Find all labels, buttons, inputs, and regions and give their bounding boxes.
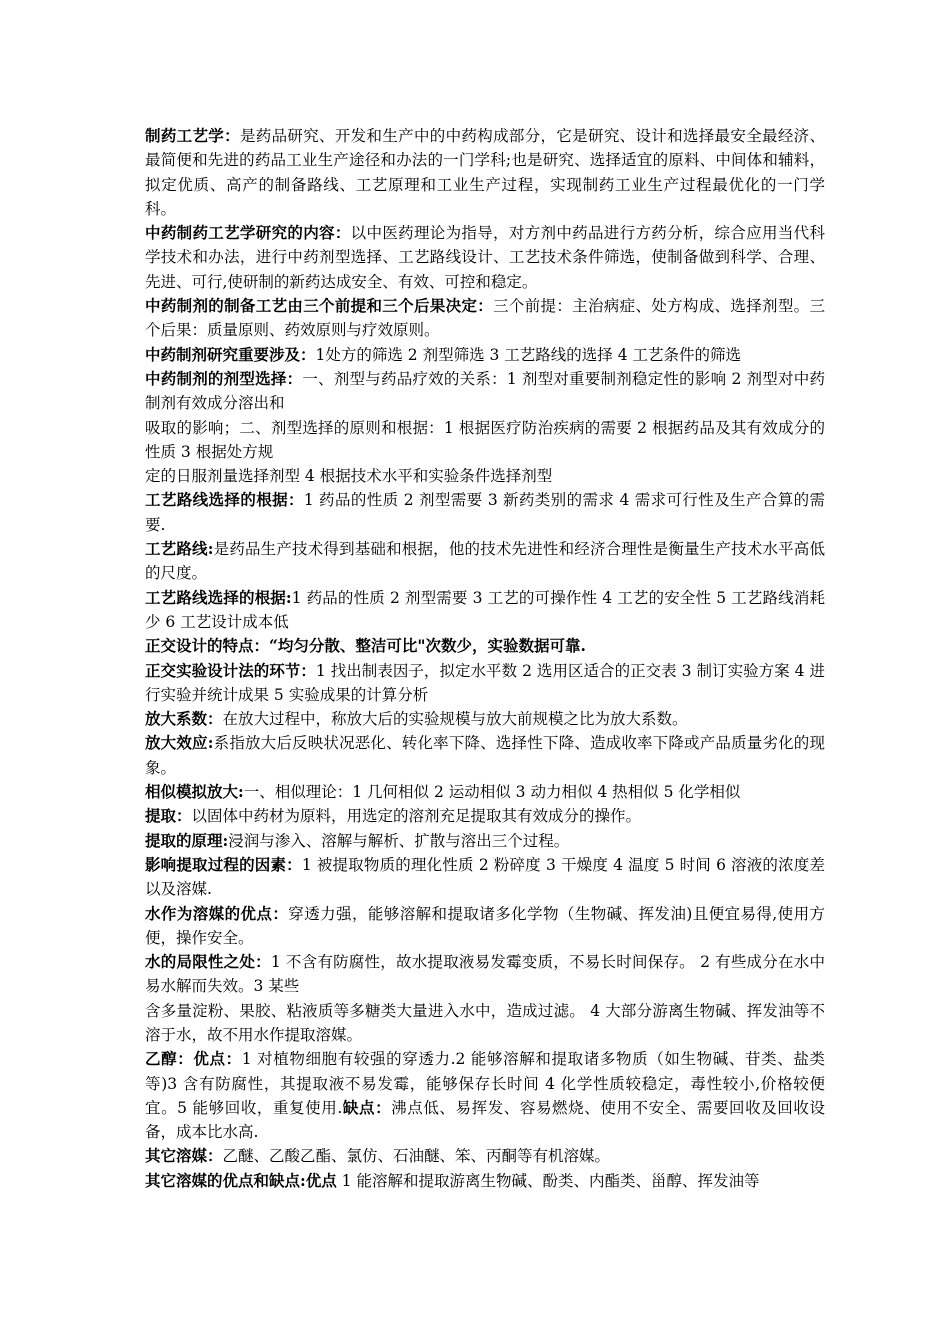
paragraph bbox=[145, 343, 825, 367]
paragraph bbox=[145, 634, 825, 658]
term: 放大系数： bbox=[145, 709, 223, 729]
term: 工艺路线选择的根据： bbox=[145, 490, 304, 510]
paragraph bbox=[145, 586, 825, 635]
paragraph bbox=[145, 829, 825, 853]
definition: 是药品生产技术得到基础和根据，他的技术先进性和经济合理性是衡量生产技术水平高低的尺度。 bbox=[145, 540, 825, 583]
term: 正交实验设计法的环节： bbox=[145, 660, 316, 680]
paragraph bbox=[145, 1047, 825, 1144]
definition: 一、相似理论：1 几何相似 2 运动相似 3 动力相似 4 热相似 5 化学相似 bbox=[243, 783, 741, 802]
definition: 含多量淀粉、果胶、粘液质等多糖类大量进入水中，造成过滤。 4 大部分游离生物碱、挥发油等不溶于水，故不用水作提取溶媒。 bbox=[145, 1001, 825, 1044]
term: 中药制剂研究重要涉及： bbox=[145, 344, 316, 364]
term: 提取的原理: bbox=[145, 830, 229, 850]
term: 正交设计的特点：“均匀分散、整洁可比"次数少，实验数据可靠. bbox=[145, 636, 586, 656]
paragraph bbox=[145, 416, 825, 465]
definition: 浸润与渗入、溶解与解析、扩散与溶出三个过程。 bbox=[228, 831, 570, 850]
term: 工艺路线: bbox=[145, 539, 214, 559]
term: 中药制药工艺学研究的内容： bbox=[145, 223, 351, 243]
definition: 是药品研究、开发和生产中的中药构成部分，它是研究、设计和选择最安全最经济、最简便和先进的药品工业生产途径和办法的一门学科;也是研究、选择适宜的原料、中间体和辅料，拟定优质、高产的制备路线、工艺原理和工业生产过程，实现制药工业生产过程最优化的一门学科。 bbox=[145, 127, 825, 218]
definition: 1 药品的性质 2 剂型需要 3 新药类别的需求 4 需求可行性及生产合算的需要. bbox=[145, 491, 825, 534]
definition: 定的日服剂量选择剂型 4 根据技术水平和实验条件选择剂型 bbox=[145, 467, 553, 486]
paragraph bbox=[145, 999, 825, 1048]
term: 乙醇：优点： bbox=[145, 1049, 242, 1069]
paragraph bbox=[145, 221, 825, 294]
paragraph bbox=[145, 659, 825, 708]
document-body bbox=[145, 124, 825, 1193]
term: 水作为溶媒的优点： bbox=[145, 903, 289, 923]
term: 缺点： bbox=[342, 1097, 392, 1117]
term: 水的局限性之处： bbox=[145, 952, 271, 972]
definition: 一、剂型与药品疗效的关系：1 剂型对重要制剂稳定性的影响 2 剂型对中药制剂有效成分溶出和 bbox=[145, 369, 825, 413]
paragraph bbox=[145, 1144, 825, 1168]
paragraph bbox=[145, 294, 825, 343]
definition: 1 被提取物质的理化性质 2 粉碎度 3 干燥度 4 温度 5 时间 6 溶液的浓度差以及溶媒. bbox=[145, 855, 825, 899]
paragraph bbox=[145, 853, 825, 902]
definition: 1 不含有防腐性，故水提取液易发霉变质，不易长时间保存。 2 有些成分在水中易水解而失效。3 某些 bbox=[145, 953, 825, 996]
paragraph bbox=[145, 707, 825, 731]
paragraph bbox=[145, 537, 825, 586]
term: 其它溶媒的优点和缺点:优点 bbox=[145, 1170, 337, 1190]
term: 其它溶媒： bbox=[145, 1146, 223, 1166]
paragraph bbox=[145, 488, 825, 537]
paragraph bbox=[145, 367, 825, 416]
term: 提取： bbox=[145, 806, 192, 826]
paragraph bbox=[145, 1169, 825, 1193]
term: 中药制剂的制备工艺由三个前提和三个后果决定： bbox=[145, 296, 494, 316]
definition: 乙醚、乙酸乙酯、氯仿、石油醚、笨、丙酮等有机溶媒。 bbox=[222, 1147, 611, 1166]
term: 中药制剂的剂型选择： bbox=[145, 368, 303, 388]
definition: 吸取的影响；二、剂型选择的原则和根据：1 根据医疗防治疾病的需要 2 根据药品及其有效成分的性质 3 根据处方规 bbox=[145, 418, 825, 461]
paragraph bbox=[145, 950, 825, 999]
definition: 以中医药理论为指导，对方剂中药品进行方药分析，综合应用当代科学技术和办法，进行中药剂型选择、工艺路线设计、工艺技术条件筛选，使制备做到科学、合理、先进、可行,使研制的新药达成安全、有效、可控和稳定。 bbox=[145, 224, 825, 291]
term: 制药工艺学： bbox=[145, 126, 240, 145]
paragraph bbox=[145, 731, 825, 780]
definition: 以固体中药材为原料，用选定的溶剂充足提取其有效成分的操作。 bbox=[191, 807, 642, 826]
term: 放大效应: bbox=[145, 733, 214, 753]
term: 影响提取过程的因素： bbox=[145, 854, 302, 874]
term: 工艺路线选择的根据: bbox=[145, 587, 292, 607]
definition: 1 药品的性质 2 剂型需要 3 工艺的可操作性 4 工艺的安全性 5 工艺路线消耗少 6 工艺设计成本低 bbox=[145, 588, 825, 631]
definition: 三个前提：主治病症、处方构成、选择剂型。三个后果：质量原则、药效原则与疗效原则。 bbox=[145, 297, 825, 340]
paragraph bbox=[145, 124, 825, 221]
paragraph bbox=[145, 804, 825, 828]
definition: 1 对植物细胞有较强的穿透力.2 能够溶解和提取诸多物质（如生物碱、苷类、盐类等)3 含有防腐性，其提取液不易发霉，能够保存长时间 4 化学性质较稳定，毒性较小,价格较便宜。5 能够回收，重复使用. bbox=[145, 1050, 825, 1117]
paragraph bbox=[145, 902, 825, 951]
paragraph bbox=[145, 780, 825, 804]
definition: 系指放大后反映状况恶化、转化率下降、选择性下降、造成收率下降或产品质量劣化的现象。 bbox=[145, 734, 825, 777]
definition: 1 能溶解和提取游离生物碱、酚类、内酯类、甾醇、挥发油等 bbox=[336, 1171, 760, 1190]
definition: 在放大过程中，称放大后的实验规模与放大前规模之比为放大系数。 bbox=[222, 710, 688, 729]
definition: 穿透力强，能够溶解和提取诸多化学物（生物碱、挥发油)且便宜易得,使用方便，操作安全。 bbox=[145, 904, 825, 947]
term: 相似模拟放大: bbox=[145, 782, 244, 802]
definition: 1处方的筛选 2 剂型筛选 3 工艺路线的选择 4 工艺条件的筛选 bbox=[315, 345, 742, 364]
definition: 1 找出制表因子，拟定水平数 2 选用区适合的正交表 3 制订实验方案 4 进行实验并统计成果 5 实验成果的计算分析 bbox=[145, 661, 825, 704]
definition: 沸点低、易挥发、容易燃烧、使用不安全、需要回收及回收设备，成本比水高. bbox=[145, 1098, 825, 1142]
paragraph bbox=[145, 464, 825, 488]
